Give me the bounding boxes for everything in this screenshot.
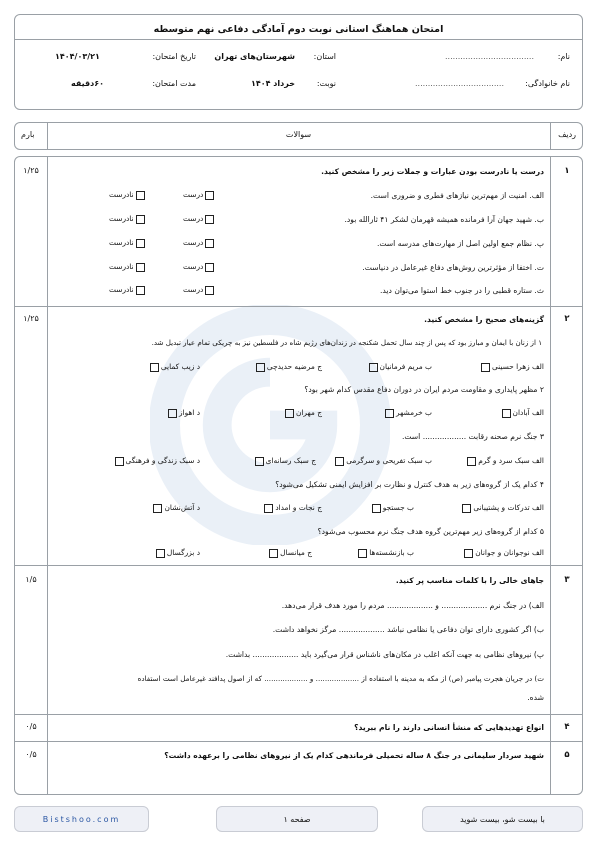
family-blank[interactable]: ................................... — [414, 79, 504, 88]
question-4-score: ۰/۵ — [25, 722, 37, 731]
q2-sub-5-opt-d[interactable]: د بزرگسال — [154, 548, 200, 558]
question-5-title: شهید سردار سلیمانی در جنگ ۸ ساله تحمیلی فرماندهی کدام یک از نیروهای نظامی را برعهده داشت؟ — [164, 751, 544, 760]
q1-item-c: پ. نظام جمع اولین اصل از مهارت‌های مدرسه است. — [376, 239, 544, 248]
question-2-score: ۱/۲۵ — [23, 314, 39, 323]
question-3-score: ۱/۵ — [25, 575, 37, 584]
q2-sub-3-opt-d[interactable]: د سبک زندگی و فرهنگی — [113, 456, 200, 466]
checkbox-icon[interactable] — [150, 363, 159, 372]
province-label: استان: — [313, 52, 336, 61]
q2-sub-5-opt-b[interactable]: ب بازنشسته‌ها — [356, 548, 414, 558]
checkbox-icon[interactable] — [205, 215, 214, 224]
q2-sub-1-opt-a[interactable]: الف زهرا حسینی — [479, 362, 544, 372]
q2-sub-3-opt-c[interactable]: ج سبک رسانه‌ای — [253, 456, 316, 466]
checkbox-icon[interactable] — [269, 549, 278, 558]
checkbox-icon[interactable] — [205, 263, 214, 272]
checkbox-icon[interactable] — [205, 239, 214, 248]
q2-sub-2: ۲ مظهر پایداری و مقاومت مردم ایران در دوران دفاع مقدس کدام شهر بود؟ — [304, 385, 544, 394]
checkbox-icon[interactable] — [205, 191, 214, 200]
score-column-header: بارم — [21, 130, 35, 139]
question-3-title: جاهای خالی را با کلمات مناسب پر کنید. — [395, 576, 544, 585]
duration-value: ۶۰دقیقه — [71, 79, 104, 88]
question-4-number: ۴ — [564, 722, 570, 732]
q1-item-a-false[interactable]: نادرست — [109, 190, 147, 200]
checkbox-icon[interactable] — [481, 363, 490, 372]
question-5-number: ۵ — [564, 750, 570, 760]
session-value: خرداد ۱۴۰۴ — [250, 79, 295, 88]
checkbox-icon[interactable] — [385, 409, 394, 418]
checkbox-icon[interactable] — [255, 457, 264, 466]
q1-item-a-true[interactable]: درست — [183, 190, 216, 200]
q1-item-a: الف. امنیت از مهم‌ترین نیازهای فطری و ضروری است. — [370, 191, 544, 200]
q2-sub-3-opt-b[interactable]: ب سبک تفریحی و سرگرمی — [333, 456, 432, 466]
q2-sub-3: ۳ جنگ نرم صحنه رقابت .................. است. — [401, 432, 544, 441]
q3-line-b: ب) اگر کشوری دارای توان دفاعی یا نظامی نباشد ................... مرگز نخواهد داشت. — [272, 625, 544, 634]
question-3-number: ۳ — [564, 575, 570, 585]
q2-sub-3-opt-a[interactable]: الف سبک سرد و گرم — [465, 456, 544, 466]
q2-sub-4: ۴ کدام یک از گروه‌های زیر به هدف کنترل و نظارت بر افزایش ایمنی تشکیل می‌شود؟ — [275, 480, 544, 489]
question-2-title: گزینه‌های صحیح را مشخص کنید. — [424, 315, 544, 324]
checkbox-icon[interactable] — [136, 263, 145, 272]
question-5-score: ۰/۵ — [25, 750, 37, 759]
checkbox-icon[interactable] — [115, 457, 124, 466]
checkbox-icon[interactable] — [136, 191, 145, 200]
q2-sub-1-opt-c[interactable]: ج مرضیه حدیدچی — [254, 362, 322, 372]
checkbox-icon[interactable] — [168, 409, 177, 418]
question-1-number: ۱ — [564, 166, 570, 176]
checkbox-icon[interactable] — [285, 409, 294, 418]
family-field[interactable]: نام خانوادگی: — [525, 79, 570, 88]
checkbox-icon[interactable] — [369, 363, 378, 372]
question-1-score: ۱/۲۵ — [23, 166, 39, 175]
q2-sub-2-opt-d[interactable]: د اهواز — [166, 408, 200, 418]
date-value: ۱۴۰۴/۰۳/۲۱ — [55, 52, 100, 61]
question-1-title: درست یا نادرست بودن عبارات و جملات زیر را مشخص کنید. — [321, 167, 544, 176]
q1-item-d-true[interactable]: درست — [183, 262, 216, 272]
q3-line-d-cont: شده. — [527, 693, 544, 702]
q1-item-b-false[interactable]: نادرست — [109, 214, 147, 224]
exam-header — [14, 14, 583, 110]
session-label: نوبت: — [316, 79, 336, 88]
footer-site[interactable]: Bistshoo.com — [14, 806, 149, 832]
checkbox-icon[interactable] — [136, 215, 145, 224]
checkbox-icon[interactable] — [372, 504, 381, 513]
name-blank[interactable]: ................................... — [444, 52, 534, 61]
checkbox-icon[interactable] — [467, 457, 476, 466]
checkbox-icon[interactable] — [256, 363, 265, 372]
question-2-number: ۲ — [564, 314, 570, 324]
q3-line-a: الف) در جنگ نرم ................... و ................... مردم را مورد هدف قرار می‌دهد. — [281, 601, 544, 610]
question-4-title: انواع تهدیدهایی که منشأ انسانی دارند را نام ببرید؟ — [354, 723, 544, 732]
duration-label: مدت امتحان: — [152, 79, 196, 88]
q2-sub-5-opt-c[interactable]: ج میانسال — [267, 548, 312, 558]
table-header — [14, 122, 583, 150]
checkbox-icon[interactable] — [153, 504, 162, 513]
q1-item-e-true[interactable]: درست — [183, 285, 216, 295]
q1-item-e-false[interactable]: نادرست — [109, 285, 147, 295]
footer-slogan: با بیست شو، بیست شوید — [422, 806, 583, 832]
exam-title: امتحان هماهنگ استانی نوبت دوم آمادگی دفاعی نهم متوسطه — [153, 24, 444, 35]
q2-sub-4-opt-c[interactable]: ج نجات و امداد — [262, 503, 322, 513]
q2-sub-2-opt-a[interactable]: الف آبادان — [500, 408, 544, 418]
footer-page-number: صفحه ۱ — [216, 806, 378, 832]
q2-sub-1: ۱ از زنان با ایمان و مبارز بود که پس از چند سال تحمل شکنجه در زندان‌های رژیم شاه در فلسطین نیز به چریکی تمام عیار تبدیل شد. — [151, 338, 542, 347]
q1-item-c-true[interactable]: درست — [183, 238, 216, 248]
q2-sub-4-opt-a[interactable]: الف تدرکات و پشتیبانی — [460, 503, 544, 513]
q2-sub-4-opt-d[interactable]: د آتش‌نشان — [151, 503, 200, 513]
name-field[interactable]: نام: — [557, 52, 570, 61]
questions-column-header: سوالات — [285, 130, 312, 139]
q3-line-d: ت) در جریان هجرت پیامبر (ص) از مکه به مدینه با استفاده از ................... و ................... که از اصول پدافند غیرعامل است استفاده — [137, 674, 544, 683]
q1-item-d: ت. اختفا از مؤثرترین روش‌های دفاع غیرعامل در دنیاست. — [362, 263, 544, 272]
q2-sub-5-opt-a[interactable]: الف نوجوانان و جوانان — [462, 548, 544, 558]
checkbox-icon[interactable] — [335, 457, 344, 466]
q3-line-c: پ) نیروهای نظامی به جهت آنکه اغلب در مکان‌های ناشناس قرار می‌گیرد باید ................... بداشت. — [225, 650, 544, 659]
checkbox-icon[interactable] — [156, 549, 165, 558]
checkbox-icon[interactable] — [464, 549, 473, 558]
q1-item-e: ث. ستاره قطبی را در جنوب خط استوا می‌توان دید. — [380, 286, 544, 295]
questions-table — [14, 156, 583, 795]
q2-sub-1-opt-d[interactable]: د زیب کمایی — [148, 362, 200, 372]
checkbox-icon[interactable] — [136, 239, 145, 248]
checkbox-icon[interactable] — [502, 409, 511, 418]
checkbox-icon[interactable] — [358, 549, 367, 558]
q1-item-c-false[interactable]: نادرست — [109, 238, 147, 248]
province-value: شهرستان‌های تهران — [214, 52, 295, 61]
q2-sub-1-opt-b[interactable]: ب مریم فرمانیان — [367, 362, 432, 372]
q1-item-d-false[interactable]: نادرست — [109, 262, 147, 272]
q1-item-b-true[interactable]: درست — [183, 214, 216, 224]
checkbox-icon[interactable] — [205, 286, 214, 295]
checkbox-icon[interactable] — [136, 286, 145, 295]
q2-sub-2-opt-c[interactable]: ج مهران — [283, 408, 322, 418]
checkbox-icon[interactable] — [264, 504, 273, 513]
q2-sub-2-opt-b[interactable]: ب خرمشهر — [383, 408, 432, 418]
checkbox-icon[interactable] — [462, 504, 471, 513]
q2-sub-5: ۵ کدام از گروه‌های زیر مهم‌ترین گروه هدف جنگ نرم محسوب می‌شود؟ — [317, 527, 544, 536]
date-label: تاریخ امتحان: — [152, 52, 196, 61]
q1-item-b: ب. شهید جهان آرا فرمانده همیشه قهرمان لشکر ۴۱ ثارالله بود. — [344, 215, 544, 224]
row-column-header: ردیف — [558, 130, 576, 139]
q2-sub-4-opt-b[interactable]: ب جستجو — [370, 503, 414, 513]
